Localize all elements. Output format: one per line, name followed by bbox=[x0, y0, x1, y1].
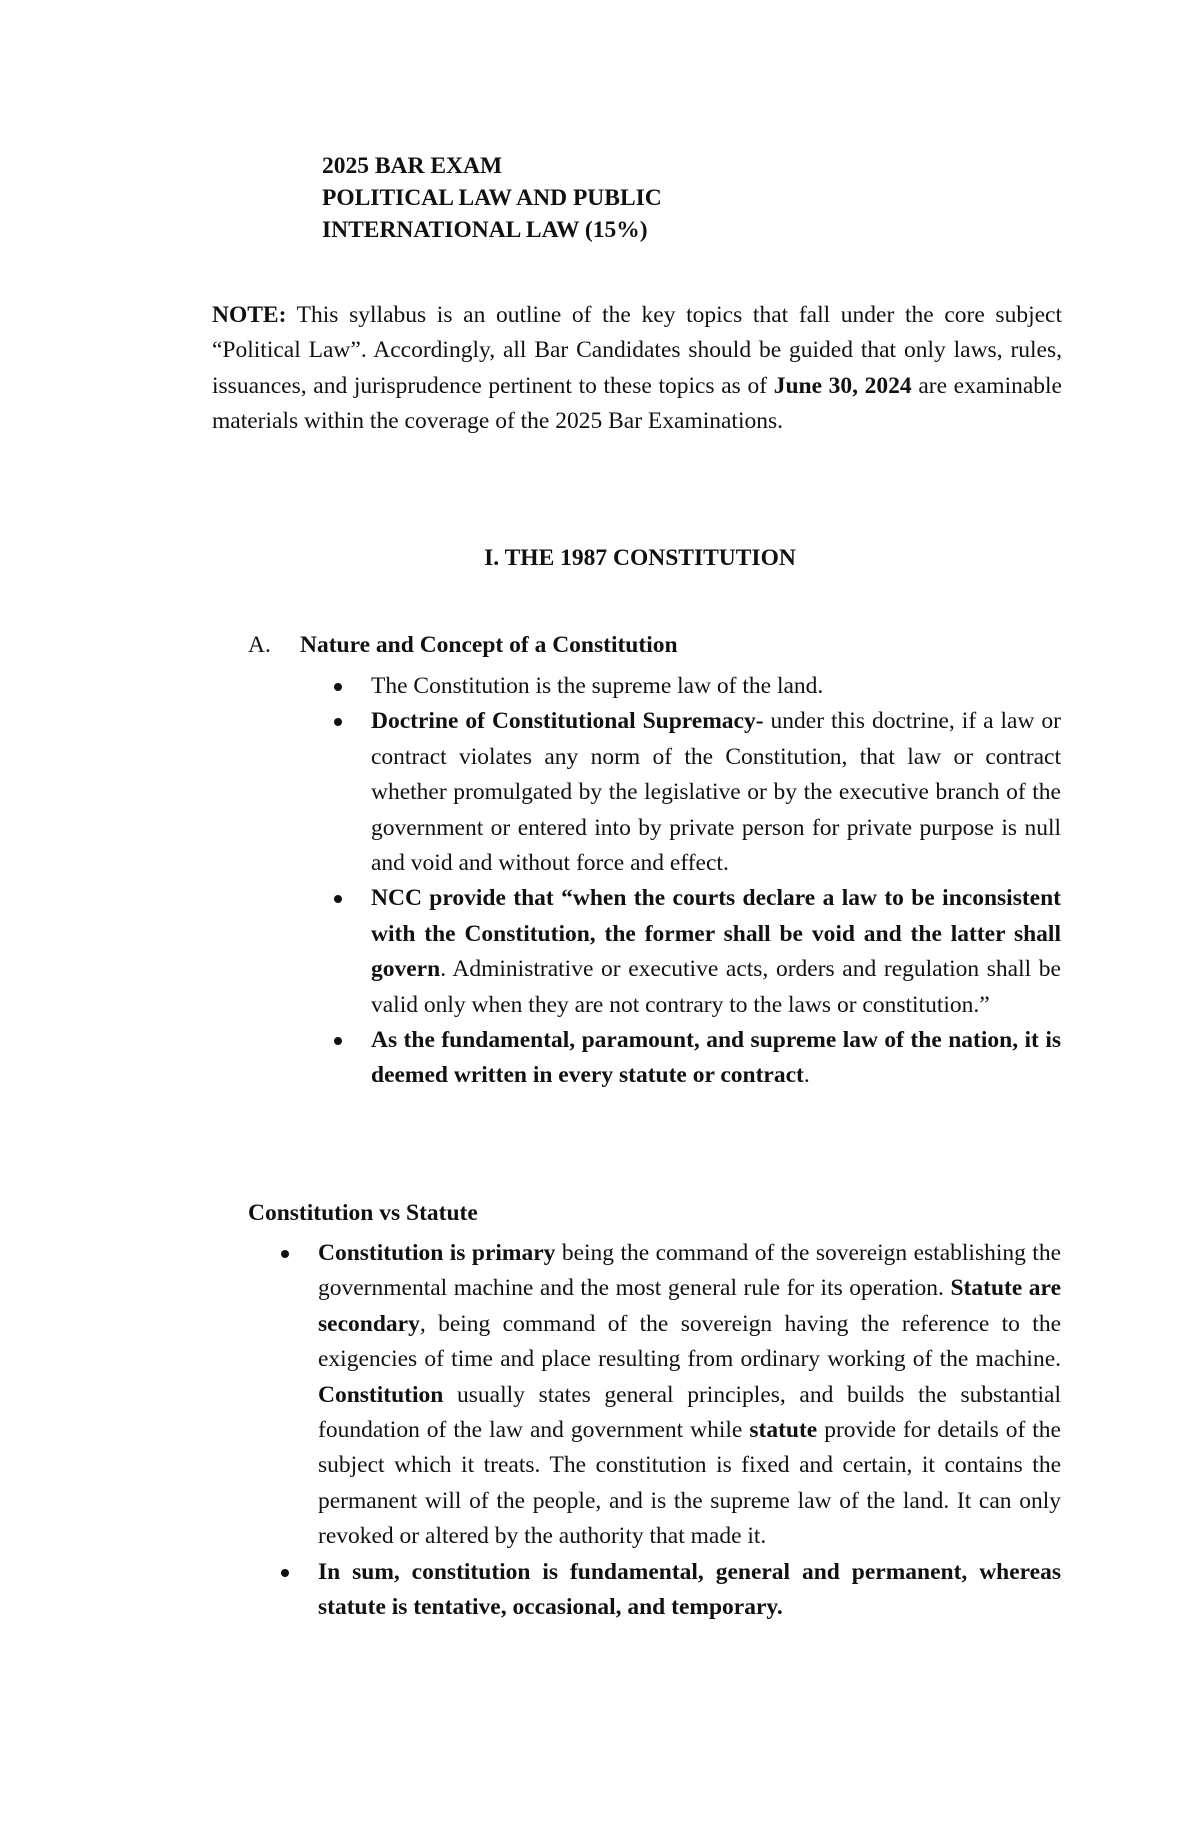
note-label: NOTE: bbox=[212, 302, 287, 328]
bullet-bold: In sum, constitution is fundamental, general and permanent, whereas statute is tentative, occasional, and temporary. bbox=[318, 1558, 1061, 1621]
bullet-text: The Constitution is the supreme law of the land. bbox=[371, 673, 824, 699]
bullet-text: . bbox=[803, 1062, 810, 1089]
list-item bbox=[371, 881, 1061, 1023]
list-item bbox=[371, 669, 1061, 704]
bullet-text: usually states general principles, and builds the substantial foundation of the law and government while bbox=[318, 1381, 1061, 1444]
bullet-bold: Constitution is primary bbox=[318, 1240, 556, 1266]
note-text-1: This syllabus is an outline of the key topics that fall under the core subject “Political Law”. Accordingly, all Bar Candidates should be guided that only laws, rules, issuances, and jurisprudence pertinent to these topics as of bbox=[212, 302, 1062, 399]
section-title: I. THE 1987 CONSTITUTION bbox=[484, 545, 796, 571]
bullet-icon bbox=[281, 1569, 289, 1577]
note-date: June 30, 2024 bbox=[773, 372, 912, 399]
note-paragraph bbox=[212, 298, 1062, 440]
bullet-bold: As the fundamental, paramount, and supreme law of the nation, it is deemed written in every statute or contract bbox=[371, 1027, 1061, 1089]
subsection-a-title: Nature and Concept of a Constitution bbox=[300, 632, 678, 658]
bullet-icon bbox=[334, 1037, 342, 1045]
constitution-vs-statute-bullets bbox=[318, 1236, 1061, 1625]
note-text-2: are examinable materials within the coverage of the 2025 Bar Examinations. bbox=[212, 372, 1062, 435]
constitution-vs-statute-heading: Constitution vs Statute bbox=[248, 1200, 478, 1226]
bullet-bold: statute bbox=[749, 1417, 818, 1444]
list-item bbox=[318, 1555, 1061, 1626]
header-line-subject: POLITICAL LAW AND PUBLIC bbox=[322, 185, 662, 211]
bullet-icon bbox=[334, 683, 342, 691]
bullet-bold: Statute are secondary bbox=[318, 1275, 1061, 1337]
header-line-subject-cont: INTERNATIONAL LAW (15%) bbox=[322, 217, 648, 243]
bullet-text: provide for details of the subject which it treats. The constitution is fixed and certain, it contains the permanent will of the people, and is the supreme law of the land. It can only revoked or altered by the authority that made it. bbox=[318, 1417, 1061, 1550]
subsection-a-bullets bbox=[371, 669, 1061, 1094]
bullet-text: being the command of the sovereign establishing the governmental machine and the most general rule for its operation. bbox=[318, 1240, 1061, 1302]
bullet-text: under this doctrine, if a law or contract violates any norm of the Constitution, that law or contract whether promulgated by the legislative or by the executive branch of the government or entered into by private person for private purpose is null and void and without force and effect. bbox=[371, 708, 1061, 877]
header-line-exam: 2025 BAR EXAM bbox=[322, 153, 503, 179]
bullet-text: . Administrative or executive acts, orders and regulation shall be valid only when they are not contrary to the laws or constitution.” bbox=[371, 956, 1061, 1018]
bullet-icon bbox=[281, 1250, 289, 1258]
bullet-bold: Doctrine of Constitutional Supremacy- bbox=[371, 708, 764, 735]
bullet-icon bbox=[334, 718, 342, 726]
list-item bbox=[371, 704, 1061, 881]
bullet-bold: Constitution bbox=[318, 1381, 444, 1408]
subsection-a-heading bbox=[248, 632, 678, 659]
bullet-bold: NCC provide that “when the courts declare a law to be inconsistent with the Constitution, the former shall be void and the latter shall govern bbox=[371, 885, 1061, 983]
subsection-a-letter: A. bbox=[248, 632, 271, 658]
bullet-text: , being command of the sovereign having the reference to the exigencies of time and place resulting from ordinary working of the machine. bbox=[318, 1310, 1061, 1373]
bullet-icon bbox=[334, 895, 342, 903]
list-item bbox=[371, 1023, 1061, 1094]
list-item bbox=[318, 1236, 1061, 1555]
document-header bbox=[322, 150, 662, 246]
